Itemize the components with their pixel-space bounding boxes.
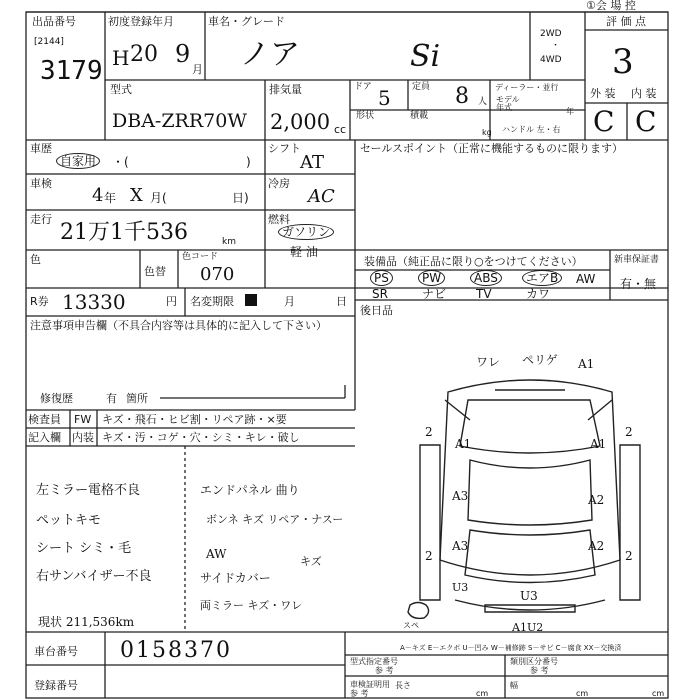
displacement-unit: cc	[334, 123, 347, 136]
usage-close: )	[246, 155, 251, 169]
capacity-label: 定員	[412, 82, 431, 92]
inspection-year: 4	[92, 185, 104, 206]
length-label: 長さ	[395, 681, 411, 690]
load-unit: kg	[482, 128, 492, 137]
inspection-day-unit: 日)	[232, 191, 249, 205]
model-year-label: モデル 年式	[496, 95, 520, 113]
shift-label: シフト	[268, 142, 301, 155]
handle-label: ハンドル 左・右	[502, 125, 561, 134]
name-change-label: 名変期限	[190, 295, 234, 308]
width-unit: cm	[576, 689, 589, 698]
check-interior: 内装	[72, 431, 94, 444]
first-reg-year: 20	[130, 42, 158, 67]
note-line: エンドパネル 曲り	[200, 483, 300, 497]
note-line: シート シミ・毛	[36, 541, 132, 556]
check-row1: キズ・飛石・ヒビ割・リペア跡・×要	[102, 413, 287, 426]
model-label: 型式	[110, 83, 132, 96]
car-name-label: 車名・グレード	[208, 15, 285, 28]
car-diagram	[408, 380, 640, 618]
interior-label: 内 装	[631, 87, 657, 100]
record-label: 記入欄	[28, 431, 61, 444]
note-line: AW	[206, 547, 227, 561]
damage-mark: 2	[625, 425, 633, 439]
exterior-label: 外 装	[590, 87, 616, 100]
damage-mark: A1	[455, 437, 472, 451]
repair-location: 箇所	[126, 392, 148, 405]
color-label: 色	[30, 253, 41, 266]
color-code-label: 色コード	[182, 252, 219, 262]
chassis-number: 0158370	[120, 638, 232, 663]
name-change-month: 月	[284, 295, 295, 308]
damage-mark: A3	[452, 539, 469, 553]
width-label: 幅	[510, 681, 518, 690]
mirror-label: スペ	[403, 621, 419, 630]
recycle-unit: 円	[166, 295, 177, 308]
capacity-value: 8	[455, 84, 469, 109]
type-number-ref: 参 考	[375, 666, 394, 675]
after-parts-label: 後日品	[360, 304, 393, 317]
model-value: DBA-ZRR70W	[112, 110, 247, 132]
mileage-label: 走行	[30, 213, 52, 226]
inspection-month-unit: 月(	[150, 191, 167, 205]
drive-dot: ・	[551, 41, 561, 51]
displacement-value: 2,000	[270, 110, 331, 134]
fuel-diesel: 軽 油	[290, 245, 318, 259]
damage-mark: U3	[520, 589, 538, 603]
damage-mark: A1U2	[512, 621, 544, 634]
displacement-label: 排気量	[269, 83, 302, 96]
ac-label: 冷房	[268, 177, 290, 190]
copy-label: ①会 場 控	[586, 0, 636, 12]
doors-value: 5	[378, 86, 391, 110]
inspection-month: X	[130, 185, 143, 206]
inspector-label: 検査員	[28, 413, 61, 426]
lot-number: 3179	[40, 56, 103, 86]
damage-mark: 2	[425, 425, 433, 439]
equip-tv: TV	[476, 287, 492, 301]
note-line: サイドカバー	[200, 571, 271, 585]
equipment-label: 装備品（純正品に限り○をつけてください）	[364, 255, 583, 268]
recycle-label: R券	[30, 295, 49, 308]
car-name: ノア	[240, 37, 300, 72]
load-label: 積載	[410, 111, 429, 121]
inspection-label: 車検	[30, 177, 52, 190]
class-number-ref: 参 考	[530, 666, 549, 675]
exterior-score: C	[593, 105, 615, 138]
note-line: 両ミラー キズ・ワレ	[200, 599, 303, 612]
usage-value: 自家用	[56, 153, 100, 169]
dealer-label: ディーラー・並行	[495, 83, 559, 92]
sales-point-label: セールスポイント（正常に機能するものに限ります）	[360, 142, 624, 155]
lot-code: [2144]	[34, 37, 64, 47]
repair-label: 修復歴	[40, 392, 73, 405]
diagram-label: ワレ	[476, 355, 501, 369]
damage-mark: A1	[590, 437, 607, 451]
car-grade: Si	[410, 39, 441, 74]
doors-label: ドア	[354, 82, 372, 92]
damage-mark: A2	[588, 493, 605, 507]
fuel-label: 燃料	[268, 213, 290, 226]
cert-ref: 参 考	[350, 689, 369, 698]
height-unit: cm	[652, 689, 665, 698]
type-number-label: 型式指定番号	[350, 657, 398, 666]
chassis-label: 車台番号	[34, 645, 78, 658]
redaction-mark	[245, 294, 257, 306]
diagram-label: A1	[578, 357, 595, 371]
lot-label: 出品番号	[32, 15, 76, 28]
capacity-unit: 人	[478, 97, 488, 107]
equip-leather: カワ	[526, 287, 551, 301]
note-line: キズ	[300, 555, 322, 568]
drive-2wd: 2WD	[540, 29, 562, 39]
color-change-label: 色替	[144, 265, 166, 278]
damage-mark: U3	[452, 581, 469, 594]
reg-label: 登録番号	[34, 679, 78, 692]
first-reg-month: 9	[175, 40, 191, 68]
first-reg-label: 初度登録年月	[108, 15, 174, 28]
diagram-label: ペリゲ	[522, 353, 558, 367]
new-warranty-value: 有・無	[620, 277, 657, 291]
mileage-value: 21万1千536	[60, 220, 188, 245]
damage-mark: A3	[452, 489, 469, 503]
note-line: ペットキモ	[36, 513, 102, 528]
equip-pw: PW	[418, 270, 445, 286]
note-line: ボンネ キズ リペア・ナスー	[206, 513, 344, 526]
length-unit: cm	[476, 689, 489, 698]
interior-score: C	[635, 105, 657, 138]
note-line: 右サンバイザー不良	[36, 569, 152, 584]
usage-label: 車歴	[30, 142, 52, 155]
usage-rest: ・(	[112, 155, 129, 169]
score-value: 3	[612, 42, 634, 82]
inspection-year-unit: 年	[104, 191, 117, 205]
damage-legend: A－キズ E－エクボ U－凹み W－補修跡 S－サビ C－腐食 XX－交換済	[400, 644, 622, 652]
check-row2: キズ・汚・コゲ・穴・シミ・キレ・破し	[102, 431, 300, 444]
mileage-unit: km	[222, 237, 236, 247]
ac-value: AC	[308, 186, 335, 207]
equip-aw: AW	[576, 272, 596, 286]
model-year-unit: 年	[566, 107, 574, 116]
fuel-gasoline: ガソリン	[278, 224, 334, 240]
name-change-day: 日	[336, 295, 347, 308]
recycle-value: 13330	[62, 290, 126, 314]
cert-label: 車検証明用	[350, 680, 390, 689]
score-label: 評 価 点	[606, 15, 646, 28]
era-mark: H	[112, 46, 130, 70]
shift-value: AT	[300, 152, 325, 173]
note-line: 左ミラー電格不良	[36, 483, 141, 498]
equip-airbag: エアB	[522, 270, 562, 286]
damage-mark: 2	[425, 549, 433, 563]
repair-value: 有	[106, 392, 117, 405]
equip-sr: SR	[372, 287, 388, 301]
equip-navi: ナビ	[422, 287, 447, 301]
first-reg-month-unit: 月	[192, 63, 203, 76]
equip-abs: ABS	[470, 270, 502, 286]
new-warranty-label: 新車保証書	[614, 255, 660, 265]
damage-mark: 2	[625, 549, 633, 563]
class-number-label: 類別区分番号	[510, 657, 558, 666]
mileage-note: 現状 211,536km	[38, 615, 135, 629]
drive-4wd: 4WD	[540, 55, 562, 65]
notes-label: 注意事項申告欄（不具合内容等は具体的に記入して下さい）	[30, 319, 327, 332]
check-fw: FW	[74, 413, 92, 426]
color-code: 070	[200, 264, 235, 285]
damage-mark: A2	[588, 539, 605, 553]
shape-label: 形状	[356, 111, 375, 121]
equip-ps: PS	[370, 270, 393, 286]
